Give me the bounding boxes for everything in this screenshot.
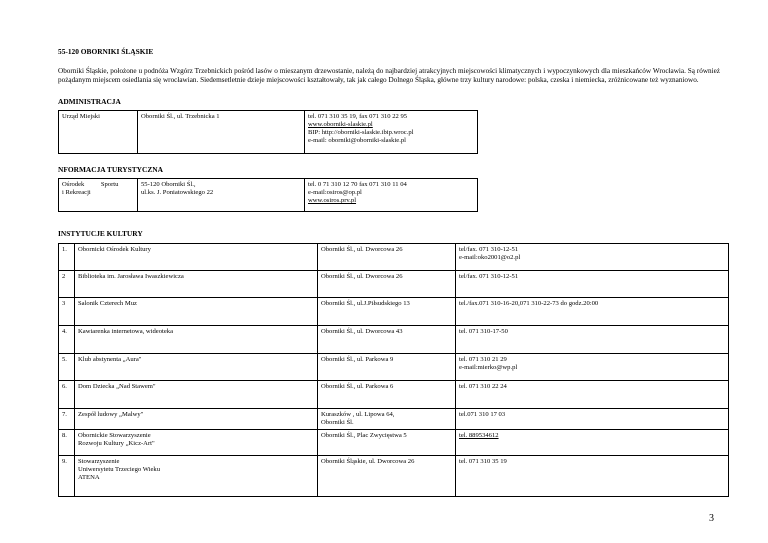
culture-row-address: Oborniki Śląskie, ul. Dworcowa 26	[321, 458, 415, 465]
tourism-heading: NFORMACJA TURYSTYCZNA	[58, 165, 163, 174]
culture-row-number: 4.	[62, 328, 67, 335]
culture-row-address-cell	[318, 244, 456, 271]
admin-website-link[interactable]: www.oborniki-slaskie.pl	[308, 121, 373, 128]
culture-row-contact-cell	[456, 381, 729, 409]
culture-table-body	[59, 244, 729, 497]
culture-row-address: Oborniki Śl.	[321, 419, 354, 426]
tourism-contact-cell	[305, 179, 478, 212]
culture-row-number-cell	[59, 244, 75, 271]
culture-row-address-cell	[318, 354, 456, 381]
culture-row-contact-cell	[456, 456, 729, 497]
culture-row-address-cell	[318, 381, 456, 409]
culture-row-name-cell	[75, 381, 318, 409]
culture-row-name-cell	[75, 409, 318, 430]
culture-row-contact[interactable]: e-mail:mierko@wp.pl	[459, 364, 518, 371]
culture-row-name-cell	[75, 298, 318, 326]
culture-row-number: 6.	[62, 383, 67, 390]
culture-row-number-cell	[59, 326, 75, 354]
culture-row-address-cell	[318, 298, 456, 326]
culture-row-number: 5.	[62, 356, 67, 363]
culture-row-number-cell	[59, 354, 75, 381]
culture-row-contact: tel/fax. 071 310-12-51	[459, 246, 519, 253]
tourism-name-line: i Rekreacji	[62, 189, 91, 196]
culture-row-number-cell	[59, 409, 75, 430]
culture-row-number-cell	[59, 271, 75, 298]
tourism-table	[58, 178, 478, 212]
culture-row	[59, 298, 729, 326]
culture-table	[58, 243, 729, 497]
admin-name: Urząd Miejski	[62, 113, 100, 120]
tourism-address-cell	[138, 179, 305, 212]
culture-row	[59, 430, 729, 456]
culture-row-number-cell	[59, 381, 75, 409]
culture-row-address-cell	[318, 271, 456, 298]
culture-row-contact: tel.071 310 17 03	[459, 411, 506, 418]
culture-row-name-cell	[75, 430, 318, 456]
culture-row-name: Kawiarenka internetowa, wideoteka	[78, 328, 174, 335]
culture-row	[59, 271, 729, 298]
culture-row-name: Obornicki Ośrodek Kultury	[78, 246, 151, 253]
admin-table	[58, 110, 478, 154]
admin-row	[59, 111, 478, 154]
culture-row-address: Oborniki Śl., ul. Dworcowa 26	[321, 273, 403, 280]
page-title: 55-120 OBORNIKI ŚLĄSKIE	[58, 47, 154, 56]
admin-address-cell	[138, 111, 305, 154]
culture-row-name-cell	[75, 271, 318, 298]
culture-row	[59, 354, 729, 381]
culture-row-address: Oborniki Śl., ul. Dworcowa 26	[321, 246, 403, 253]
culture-row-name-cell	[75, 354, 318, 381]
culture-row-name: Uniwersytetu Trzeciego Wieku	[78, 466, 161, 473]
culture-row-name: Dom Dziecka „Nad Stawem"	[78, 383, 156, 390]
culture-row-number: 8.	[62, 432, 67, 439]
culture-row-contact: tel. 071 310-17-50	[459, 328, 508, 335]
culture-row-contact-cell	[456, 298, 729, 326]
admin-phone: tel. 071 310 35 19, fax 071 310 22 95	[308, 113, 408, 120]
admin-contact-cell	[305, 111, 478, 154]
culture-row-name: Rozwoju Kultury „Kicz-Art"	[78, 440, 155, 447]
culture-row-name-cell	[75, 244, 318, 271]
culture-row-name: ATENA	[78, 474, 100, 481]
admin-address: Oborniki Śl., ul. Trzebnicka 1	[141, 113, 220, 120]
culture-row-name: Obornickie Stowarzyszenie	[78, 432, 151, 439]
culture-row-number: 3	[62, 300, 66, 307]
culture-row-address-cell	[318, 430, 456, 456]
culture-row-contact-cell	[456, 354, 729, 381]
culture-row-contact-cell	[456, 244, 729, 271]
culture-row-name: Biblioteka im. Jarosława Iwaszkiewicza	[78, 273, 184, 280]
culture-row-address: Kuraszków , ul. Lipowa 64,	[321, 411, 395, 418]
culture-row-number-cell	[59, 430, 75, 456]
culture-row-contact: tel./fax.071 310-16-20,071 310-22-73 do godz.20:00	[459, 300, 599, 307]
culture-row-name: Klub abstynenta „Aura"	[78, 356, 142, 363]
culture-row	[59, 326, 729, 354]
tourism-address-line: ul.ks. J. Poniatowskiego 22	[141, 189, 214, 196]
culture-row	[59, 409, 729, 430]
culture-row-number-cell	[59, 298, 75, 326]
culture-row-address-cell	[318, 326, 456, 354]
culture-row-contact: tel/fax. 071 310-12-51	[459, 273, 519, 280]
culture-row-name: Zespół ludowy „Malwy"	[78, 411, 144, 418]
culture-row-contact-cell	[456, 430, 729, 456]
culture-row-number: 7.	[62, 411, 67, 418]
culture-row-contact[interactable]: e-mail:oko2001@o2.pl	[459, 254, 521, 261]
tourism-email-link[interactable]: e-mail:osiros@op.pl	[308, 189, 362, 196]
culture-row-contact-cell	[456, 271, 729, 298]
tourism-address-line: 55-120 Oborniki Śl.,	[141, 181, 196, 188]
culture-row-address: Oborniki Śl., ul.J.Piłsudskiego 13	[321, 300, 410, 307]
culture-row-address-cell	[318, 456, 456, 497]
culture-row	[59, 456, 729, 497]
culture-row-contact: tel. 889534612	[459, 432, 499, 439]
tourism-phone: tel. 0 71 310 12 70 fax 071 310 11 04	[308, 181, 407, 188]
culture-row-address-cell	[318, 409, 456, 430]
culture-row-contact-cell	[456, 326, 729, 354]
tourism-row	[59, 179, 478, 212]
culture-row-name: Salonik Czterech Muz	[78, 300, 137, 307]
culture-row-name: Stowarzyszenie	[78, 458, 120, 465]
culture-row-number: 1.	[62, 246, 67, 253]
tourism-website-link[interactable]: www.osiros.prv.pl	[308, 197, 357, 204]
culture-row-name-cell	[75, 456, 318, 497]
intro-paragraph: Oborniki Śląskie, położone u podnóża Wzgórz Trzebnickich pośród lasów o mieszanym drzewostanie, należą do najbardziej atrakcyjnych miejscowości klimatycznych i wypoczynkowych dla mieszkańców Wrocławia. Są również pożądanym miejscem osiedlania się wrocławian. Siedemsetletnie dzieje miejscowości kształtowały, tak jak całego Dolnego Śląska, główne trzy kultury narodowe: polska, czeska i niemiecka, zróżnicowane też wyznaniowo.	[58, 67, 720, 84]
culture-row-contact: tel. 071 310 35 19	[459, 458, 507, 465]
culture-row-contact: tel. 071 310 21 29	[459, 356, 507, 363]
culture-row-number: 9.	[62, 458, 67, 465]
culture-row-address: Oborniki Śl., Plac Zwycięstwa 5	[321, 432, 407, 439]
culture-row	[59, 244, 729, 271]
admin-heading: ADMINISTRACJA	[58, 97, 121, 106]
culture-row-address: Oborniki Śl., ul. Parkowa 6	[321, 383, 394, 390]
tourism-name-line: Ośrodek Sportu	[62, 181, 119, 188]
tourism-name-cell	[59, 179, 138, 212]
culture-row-name-cell	[75, 326, 318, 354]
culture-row-number-cell	[59, 456, 75, 497]
page-number: 3	[709, 513, 714, 524]
culture-row-address: Oborniki Śl., ul. Parkowa 9	[321, 356, 394, 363]
culture-heading: INSTYTUCJE KULTURY	[58, 229, 143, 238]
culture-row-number: 2	[62, 273, 66, 280]
admin-name-cell	[59, 111, 138, 154]
culture-row	[59, 381, 729, 409]
admin-email-link[interactable]: e-mail: oborniki@oborniki-slaskie.pl	[308, 137, 407, 144]
culture-row-address: Oborniki Śl., ul. Dworcowa 43	[321, 328, 403, 335]
admin-bip-link[interactable]: BIP: http://oborniki-slaskie.ibip.wroc.pl	[308, 129, 414, 136]
culture-row-contact-cell	[456, 409, 729, 430]
culture-row-contact: tel. 071 310 22 24	[459, 383, 507, 390]
